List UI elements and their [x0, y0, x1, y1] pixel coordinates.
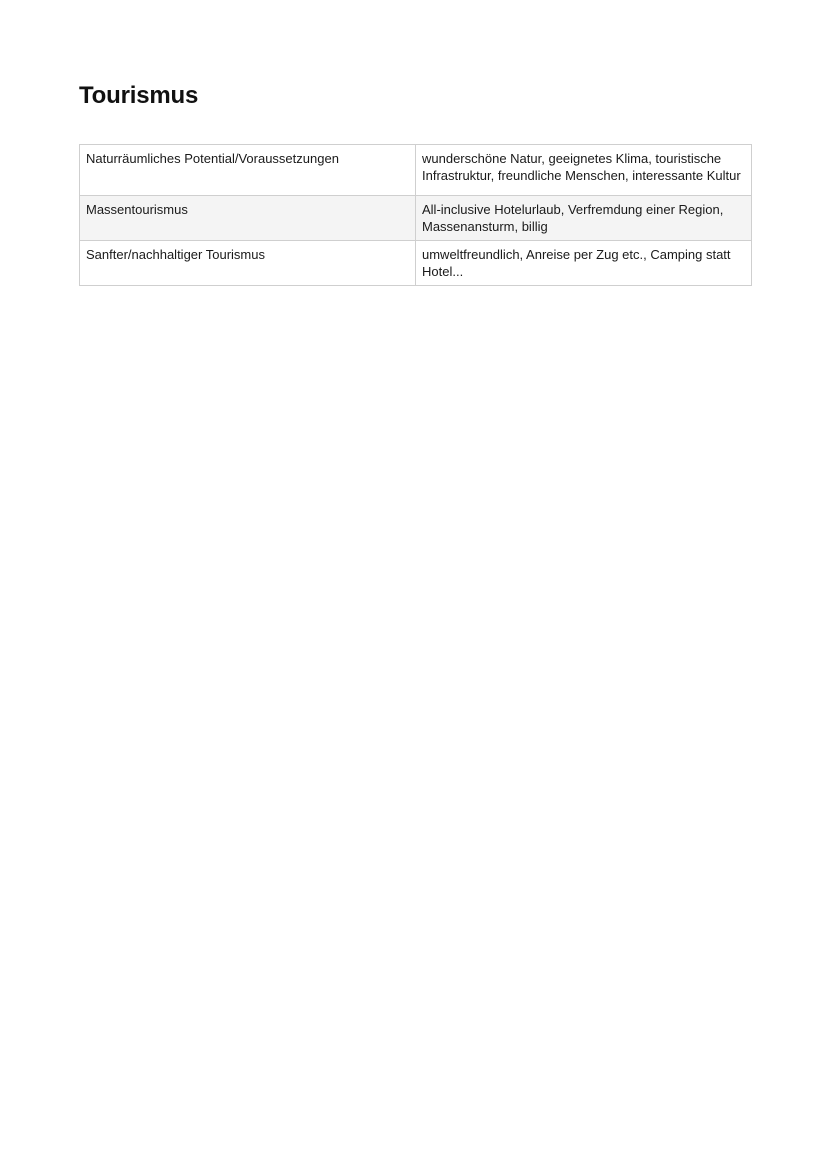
tourism-table: [79, 144, 752, 286]
description-cell: wunderschöne Natur, geeignetes Klima, touristische Infrastruktur, freundliche Menschen, interessante Kultur: [416, 145, 752, 196]
term-cell: Massentourismus: [80, 196, 416, 241]
term-cell: Sanfter/nachhaltiger Tourismus: [80, 241, 416, 286]
description-cell: All-inclusive Hotelurlaub, Verfremdung einer Region, Massenansturm, billig: [416, 196, 752, 241]
table-row: [80, 241, 752, 286]
description-cell: umweltfreundlich, Anreise per Zug etc., Camping statt Hotel...: [416, 241, 752, 286]
term-cell: Naturräumliches Potential/Voraussetzungen: [80, 145, 416, 196]
table-row: [80, 145, 752, 196]
page-title: Tourismus: [79, 82, 199, 109]
table-row: [80, 196, 752, 241]
